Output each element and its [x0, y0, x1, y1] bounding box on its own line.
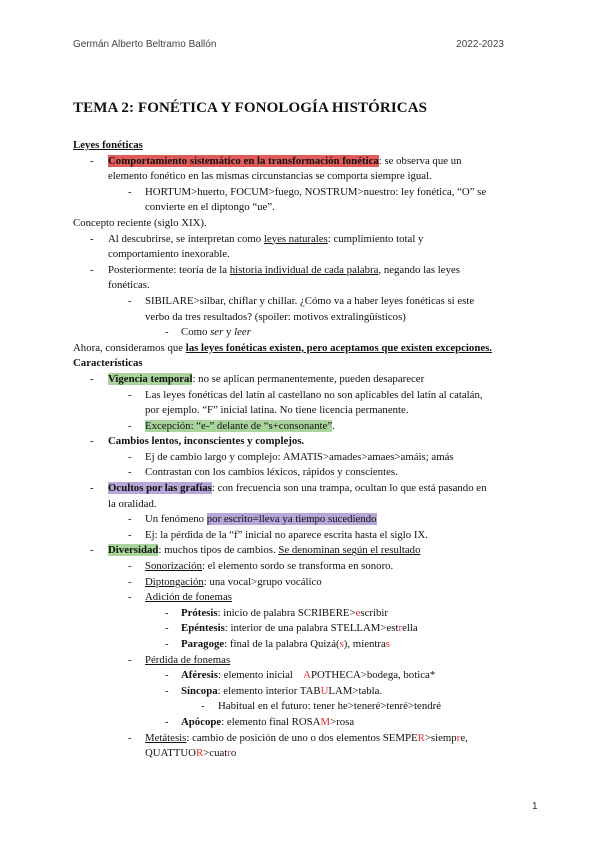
list-item: - Ej: la pérdida de la “f” inicial no aparece escrita hasta el siglo IX. — [73, 528, 538, 544]
list-item: - Cambios lentos, inconscientes y complejos. — [73, 434, 538, 450]
bullet: - — [128, 466, 132, 479]
list-item-continuation: QUATTUOR>cuatro — [145, 747, 237, 760]
list-item: - Excepción: “e-” delante de “s+consonante”. — [73, 419, 538, 435]
bullet: - — [128, 575, 132, 588]
bullet: - — [165, 715, 169, 728]
bullet: - — [128, 450, 132, 463]
list-item-continuation: comportamiento inexorable. — [108, 248, 230, 261]
list-item: - Como ser y leer — [73, 325, 538, 341]
bullet: - — [128, 528, 132, 541]
list-item: - Sonorización: el elemento sordo se transforma en sonoro. — [73, 559, 538, 575]
bullet: - — [90, 544, 94, 557]
list-item: - Las leyes fonéticas del latín al castellano no son aplicables del latín al catalán, — [73, 388, 538, 404]
bullet: - — [165, 684, 169, 697]
page-title: TEMA 2: FONÉTICA Y FONOLOGÍA HISTÓRICAS — [73, 100, 428, 116]
bullet: - — [165, 326, 169, 339]
bullet: - — [128, 185, 132, 198]
document-body — [73, 138, 538, 762]
list-item: - Al descubrirse, se interpretan como leyes naturales: cumplimiento total y — [73, 232, 538, 248]
list-item: - Contrastan con los cambios léxicos, rápidos y conscientes. — [73, 465, 538, 481]
list-item: - SIBILARE>silbar, chiflar y chillar. ¿Cómo va a haber leyes fonéticas si este — [73, 294, 538, 310]
bullet: - — [165, 669, 169, 682]
list-item: - Un fenómeno por escrito=lleva ya tiempo sucediendo — [73, 512, 538, 528]
bullet: - — [128, 731, 132, 744]
bullet: - — [128, 513, 132, 526]
bullet: - — [90, 482, 94, 495]
highlight-comportamiento: Comportamiento sistemático en la transformación fonética — [108, 154, 379, 167]
bullet: - — [90, 372, 94, 385]
bullet: - — [165, 606, 169, 619]
bullet: - — [90, 154, 94, 167]
list-item: - Ocultos por las grafías: con frecuencia son una trampa, ocultan lo que está pasando en — [73, 481, 538, 497]
bullet: - — [201, 700, 205, 713]
list-item: - Síncopa: elemento interior TABULAM>tabla. — [73, 684, 538, 700]
highlight-por-escrito: por escrito=lleva ya tiempo sucediendo — [206, 513, 377, 526]
page-header-author: Germán Alberto Beltramo Ballón — [73, 39, 217, 50]
list-item: - Posteriormente: teoría de la historia individual de cada palabra, negando las leyes — [73, 263, 538, 279]
bullet: - — [165, 622, 169, 635]
list-item: - Aféresis: elemento inicial APOTHECA>bodega, botica* — [73, 668, 538, 684]
list-item: - Habitual en el futuro: tener he>teneré>tenré>tendré — [73, 699, 538, 715]
bullet: - — [128, 591, 132, 604]
list-item: - Paragoge: final de la palabra Quizá(s), mientras — [73, 637, 538, 653]
list-item-continuation: fonéticas. — [108, 279, 150, 292]
list-item: - Metátesis: cambio de posición de uno o dos elementos SEMPER>siempre, — [73, 731, 538, 747]
bullet: - — [90, 435, 94, 448]
bullet: - — [128, 388, 132, 401]
highlight-excepcion: Excepción: “e-” delante de “s+consonante” — [145, 419, 333, 432]
list-item-continuation: elemento fonético en las mismas circunstancias se comporta siempre igual. — [108, 170, 432, 183]
list-item: - Apócope: elemento final ROSAM>rosa — [73, 715, 538, 731]
bullet: - — [128, 294, 132, 307]
bullet: - — [128, 560, 132, 573]
bullet: - — [90, 263, 94, 276]
list-item-continuation: convierte en el diptongo “ue”. — [145, 201, 275, 214]
list-item: - Diversidad: muchos tipos de cambios. Se denominan según el resultado — [73, 543, 538, 559]
list-item: - Epéntesis: interior de una palabra STELLAM>estrella — [73, 621, 538, 637]
highlight-diversidad: Diversidad — [108, 544, 159, 557]
highlight-ocultos: Ocultos por las grafías — [108, 482, 212, 495]
list-item-continuation: por ejemplo. “F” inicial latina. No tiene licencia permanente. — [145, 404, 409, 417]
list-item: - Vigencia temporal: no se aplican permanentemente, pueden desaparecer — [73, 372, 538, 388]
list-item: - Comportamiento sistemático en la transformación fonética: se observa que un — [73, 154, 538, 170]
list-item-continuation: la oralidad. — [108, 497, 157, 510]
section-heading-leyes: Leyes fonéticas — [73, 139, 143, 151]
list-item: - Prótesis: inicio de palabra SCRIBERE>escribir — [73, 606, 538, 622]
list-item-continuation: verbo da tres resultados? (spoiler: motivos extralingüísticos) — [145, 310, 406, 323]
paragraph-ahora: Ahora, consideramos que las leyes fonéticas existen, pero aceptamos que existen excepciones. — [73, 341, 493, 354]
bullet: - — [128, 419, 132, 432]
list-item: - HORTUM>huerto, FOCUM>fuego, NOSTRUM>nuestro: ley fonética, “O” se — [73, 185, 538, 201]
bullet: - — [165, 638, 169, 650]
section-heading-caracteristicas: Características — [73, 357, 143, 370]
bullet: - — [90, 232, 94, 245]
list-item: - Ej de cambio largo y complejo: AMATIS>amades>amaes>amáis; amás — [73, 450, 538, 466]
list-item: - Pérdida de fonemas — [73, 653, 538, 669]
paragraph-concepto: Concepto reciente (siglo XIX). — [73, 216, 207, 229]
page-header-year: 2022-2023 — [456, 39, 504, 50]
list-item: - Diptongación: una vocal>grupo vocálico — [73, 575, 538, 591]
highlight-vigencia: Vigencia temporal — [108, 372, 193, 385]
list-item: - Adición de fonemas — [73, 590, 538, 606]
page-number: 1 — [532, 801, 538, 812]
bullet: - — [128, 653, 132, 666]
